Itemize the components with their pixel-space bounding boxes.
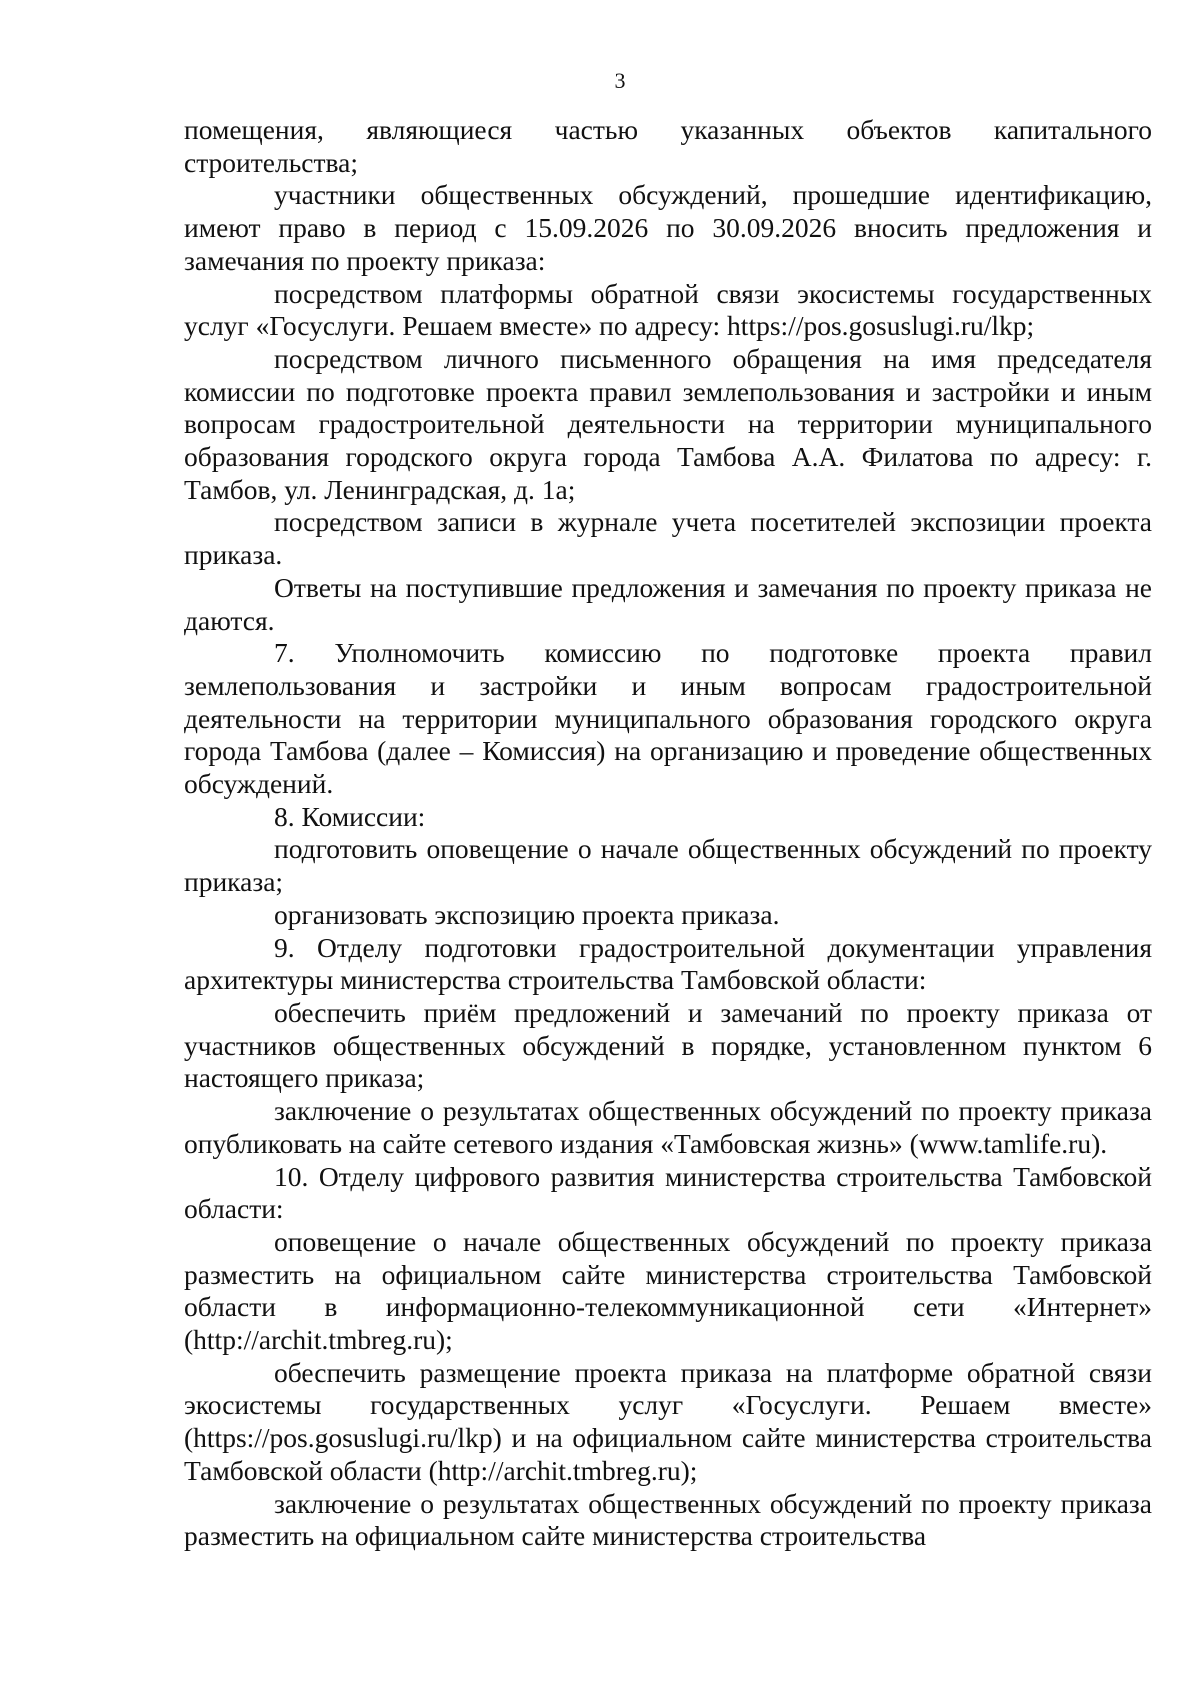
paragraph-item-7: 7. Уполномочить комиссию по подготовке проекта правил землепользования и застройки и иным вопросам градостроительной деятельности на территории муниципального образования городского округа города Тамбова (далее – Комиссия) на организацию и проведение общественных обсуждений. <box>184 637 1152 800</box>
paragraph-via-platform: посредством платформы обратной связи экосистемы государственных услуг «Госуслуги. Решаем вместе» по адресу: https://pos.gosuslugi.ru/lkp; <box>184 277 1152 342</box>
paragraph-item-8-exposition: организовать экспозицию проекта приказа. <box>274 898 780 930</box>
paragraph-item-10-placement: обеспечить размещение проекта приказа на платформе обратной связи экосистемы государственных услуг «Госуслуги. Решаем вместе» (https://pos.gosuslugi.ru/lkp) и на официальном сайте министерства строительства Тамбовской области (http://archit.tmbreg.ru); <box>184 1356 1152 1486</box>
paragraph-via-journal: посредством записи в журнале учета посетителей экспозиции проекта приказа. <box>184 506 1152 571</box>
paragraph-item-9-reception: обеспечить приём предложений и замечаний по проекту приказа от участников общественных обсуждений в порядке, установленном пунктом 6 настоящего приказа; <box>184 996 1152 1094</box>
paragraph-item-8-notice: подготовить оповещение о начале общественных обсуждений по проекту приказа; <box>184 833 1152 898</box>
paragraph-item-9: 9. Отделу подготовки градостроительной документации управления архитектуры министерства строительства Тамбовской области: <box>184 931 1152 996</box>
paragraph-item-8: 8. Комиссии: <box>274 800 426 832</box>
paragraph-continuation: помещения, являющиеся частью указанных объектов капитального строительства; <box>184 114 1152 178</box>
paragraph-item-9-publication: заключение о результатах общественных обсуждений по проекту приказа опубликовать на сайте сетевого издания «Тамбовская жизнь» (www.tamlife.ru). <box>184 1095 1152 1159</box>
paragraph-item-10-notice: оповещение о начале общественных обсуждений по проекту приказа разместить на официальном сайте министерства строительства Тамбовской области в информационно-телекоммуникационной сети «Интернет» (http://archit.tmbreg.ru); <box>184 1225 1152 1356</box>
paragraph-item-10: 10. Отделу цифрового развития министерства строительства Тамбовской области: <box>184 1160 1152 1225</box>
paragraph-item-10-conclusion: заключение о результатах общественных обсуждений по проекту приказа разместить на официальном сайте министерства строительства <box>184 1487 1152 1552</box>
document-body <box>184 114 1152 1553</box>
paragraph-via-letter: посредством личного письменного обращения на имя председателя комиссии по подготовке проекта правил землепользования и застройки и иным вопросам градостроительной деятельности на территории муниципального образования городского округа города Тамбова А.А. Филатова по адресу: г. Тамбов, ул. Ленинградская, д. 1а; <box>184 342 1152 505</box>
paragraph-no-answers: Ответы на поступившие предложения и замечания по проекту приказа не даются. <box>184 571 1152 636</box>
paragraph-participants-rights: участники общественных обсуждений, прошедшие идентификацию, имеют право в период с 15.09.2026 по 30.09.2026 вносить предложения и замечания по проекту приказа: <box>184 179 1152 276</box>
page-number: 3 <box>614 68 626 93</box>
